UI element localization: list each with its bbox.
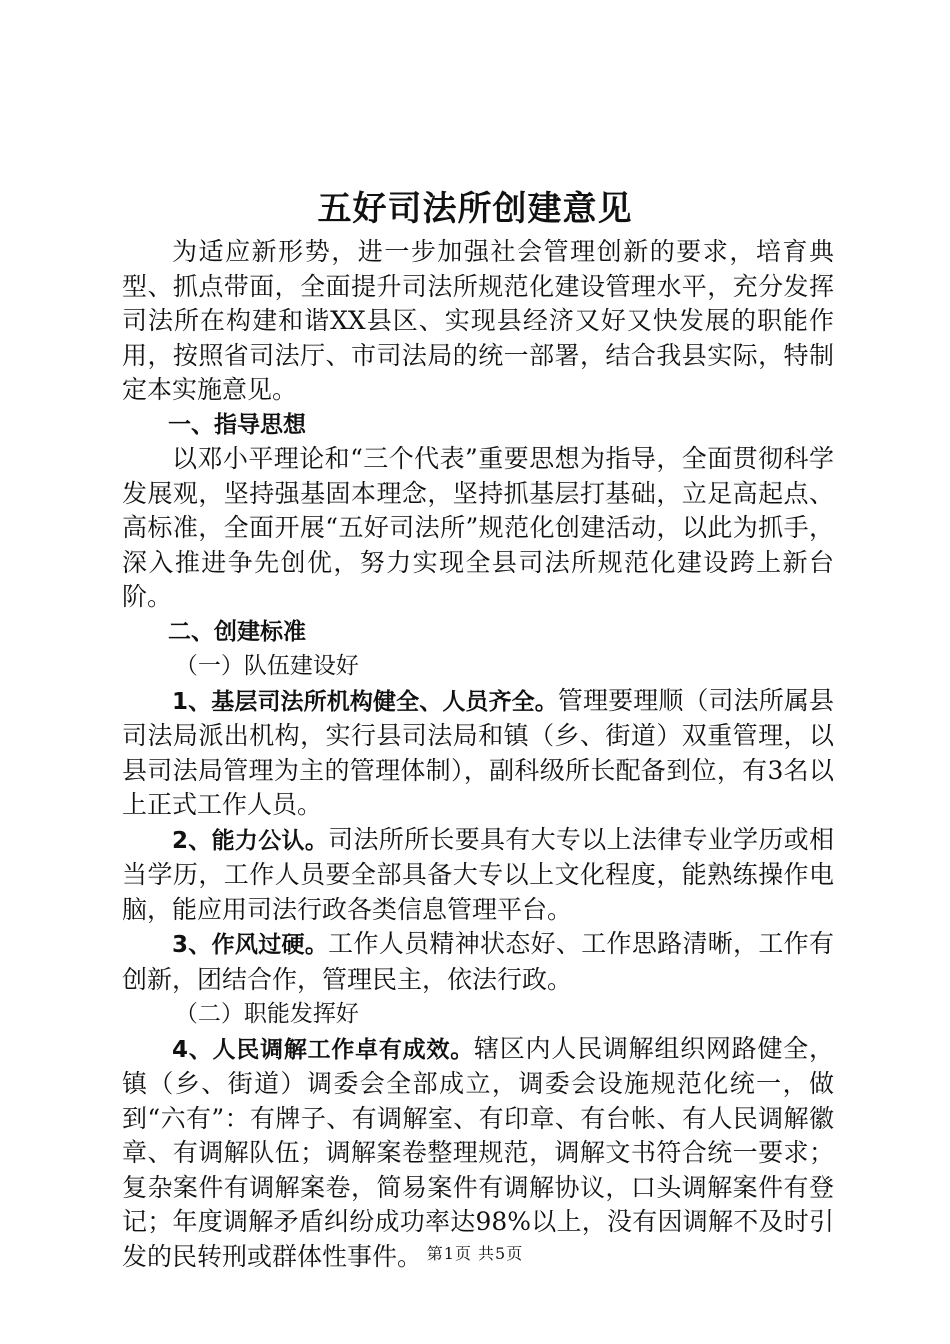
item-3-paragraph bbox=[122, 927, 834, 997]
item-3-text: 工作人员精神状态好、工作思路清晰，工作有创新，团结合作，管理民主，依法行政。 bbox=[122, 929, 834, 994]
item-4-text: 辖区内人民调解组织网路健全，镇（乡、街道）调委会全部成立，调委会设施规范化统一，做到“六有”：有牌子、有调解室、有印章、有台帐、有人民调解徽章、有调解队伍；调解案卷整理规范，调解文书符合统一要求；复杂案件有调解案卷，简易案件有调解协议，口头调解案件有登记；年度调解矛盾纠纷成功率达98%以上，没有因调解不及时引发的民转刑或群体性事件。 bbox=[122, 1033, 834, 1271]
intro-paragraph: 为适应新形势，进一步加强社会管理创新的要求，培育典型、抓点带面，全面提升司法所规范化建设管理水平，充分发挥司法所在构建和谐XX县区、实现县经济又好又快发展的职能作用，按照省司法厅、市司法局的统一部署，结合我县实际，特制定本实施意见。 bbox=[122, 237, 834, 404]
page-footer: 第1页 共5页 bbox=[426, 1244, 524, 1263]
document-body bbox=[122, 235, 834, 1274]
item-3-lead: 3、作风过硬。 bbox=[172, 932, 329, 958]
item-1-paragraph bbox=[122, 684, 834, 823]
document-title: 五好司法所创建意见 bbox=[317, 189, 633, 229]
item-2-lead: 2、能力公认。 bbox=[172, 827, 329, 854]
section-heading-guiding-ideology: 一、指导思想 bbox=[168, 411, 306, 438]
item-4-lead: 4、人民调解工作卓有成效。 bbox=[172, 1036, 474, 1063]
item-2-paragraph bbox=[122, 823, 834, 928]
item-2-text: 司法所所长要具有大专以上法律专业学历或相当学历，工作人员要全部具备大专以上文化程度，能熟练操作电脑，能应用司法行政各类信息管理平台。 bbox=[122, 824, 834, 924]
subsection-heading-team: （一）队伍建设好 bbox=[174, 653, 359, 679]
item-1-text: 管理要理顺（司法所属县司法局派出机构，实行县司法局和镇（乡、街道）双重管理，以县司法局管理为主的管理体制），副科级所长配备到位，有3名以上正式工作人员。 bbox=[122, 685, 834, 819]
item-1-lead: 1、基层司法所机构健全、人员齐全。 bbox=[172, 688, 558, 715]
section-heading-standards: 二、创建标准 bbox=[168, 618, 306, 645]
item-4-paragraph bbox=[122, 1032, 834, 1275]
guiding-ideology-paragraph: 以邓小平理论和“三个代表”重要思想为指导，全面贯彻科学发展观，坚持强基固本理念，坚持抓基层打基础，立足高起点、高标准，全面开展“五好司法所”规范化创建活动，以此为抓手，深入推进争先创优，努力实现全县司法所规范化建设跨上新台阶。 bbox=[122, 444, 834, 611]
subsection-heading-functions: （二）职能发挥好 bbox=[174, 1001, 359, 1027]
